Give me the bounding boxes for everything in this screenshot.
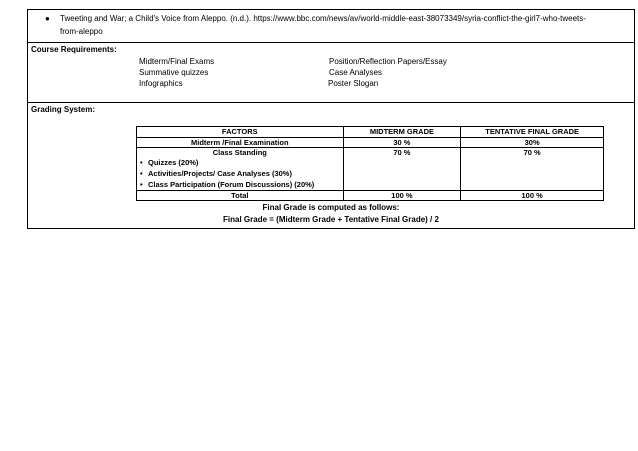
midterm-total-value: 100 % — [343, 191, 461, 201]
grading-table — [136, 126, 604, 201]
final-class-standing-value: 70 % — [461, 148, 604, 191]
class-standing-item: • Activities/Projects/ Case Analyses (30%) — [140, 169, 292, 178]
grading-system-section — [28, 102, 634, 228]
midterm-exam-value: 30 % — [343, 138, 461, 148]
reference-line-1: Tweeting and War; a Child's Voice from Aleppo. (n.d.). https://www.bbc.com/news/av/world-middle-east-38073349/syria-conflict-the-girl7-who-tweets- — [60, 14, 586, 23]
class-standing-item: • Quizzes (20%) — [140, 158, 199, 167]
table-row — [137, 148, 604, 191]
grading-area — [28, 116, 634, 228]
total-label: Total — [137, 191, 344, 201]
midterm-class-standing-value: 70 % — [343, 148, 461, 191]
requirement-item: Summative quizzes — [139, 68, 209, 77]
class-standing-item: • Class Participation (Forum Discussions) (20%) — [140, 180, 315, 189]
class-standing-title: Class Standing — [212, 148, 267, 157]
requirement-item: Case Analyses — [329, 68, 382, 77]
bullet-icon: ● — [45, 14, 50, 23]
factor-class-standing — [137, 148, 344, 191]
course-requirements-label: Course Requirements: — [31, 45, 117, 54]
requirement-item: Position/Reflection Papers/Essay — [329, 57, 447, 66]
header-midterm: MIDTERM GRADE — [343, 127, 461, 138]
requirement-item: Infographics — [139, 79, 183, 88]
header-final: TENTATIVE FINAL GRADE — [461, 127, 604, 138]
final-total-value: 100 % — [461, 191, 604, 201]
reference-row — [28, 10, 634, 42]
requirements-grid — [28, 56, 634, 102]
requirement-item: Poster Slogan — [328, 79, 379, 88]
requirement-item: Midterm/Final Exams — [139, 57, 215, 66]
grading-system-label: Grading System: — [31, 105, 96, 114]
factor-exam: Midterm /Final Examination — [137, 138, 344, 148]
final-exam-value: 30% — [461, 138, 604, 148]
header-factors: FACTORS — [137, 127, 344, 138]
document-table — [27, 9, 635, 229]
final-grade-note: Final Grade is computed as follows: — [262, 203, 400, 212]
reference-line-2: from-aleppo — [60, 27, 103, 36]
table-header-row — [137, 127, 604, 138]
table-total-row — [137, 191, 604, 201]
course-requirements-section — [28, 42, 634, 102]
table-row — [137, 138, 604, 148]
final-grade-formula: Final Grade = (Midterm Grade + Tentative Final Grade) / 2 — [223, 215, 439, 224]
